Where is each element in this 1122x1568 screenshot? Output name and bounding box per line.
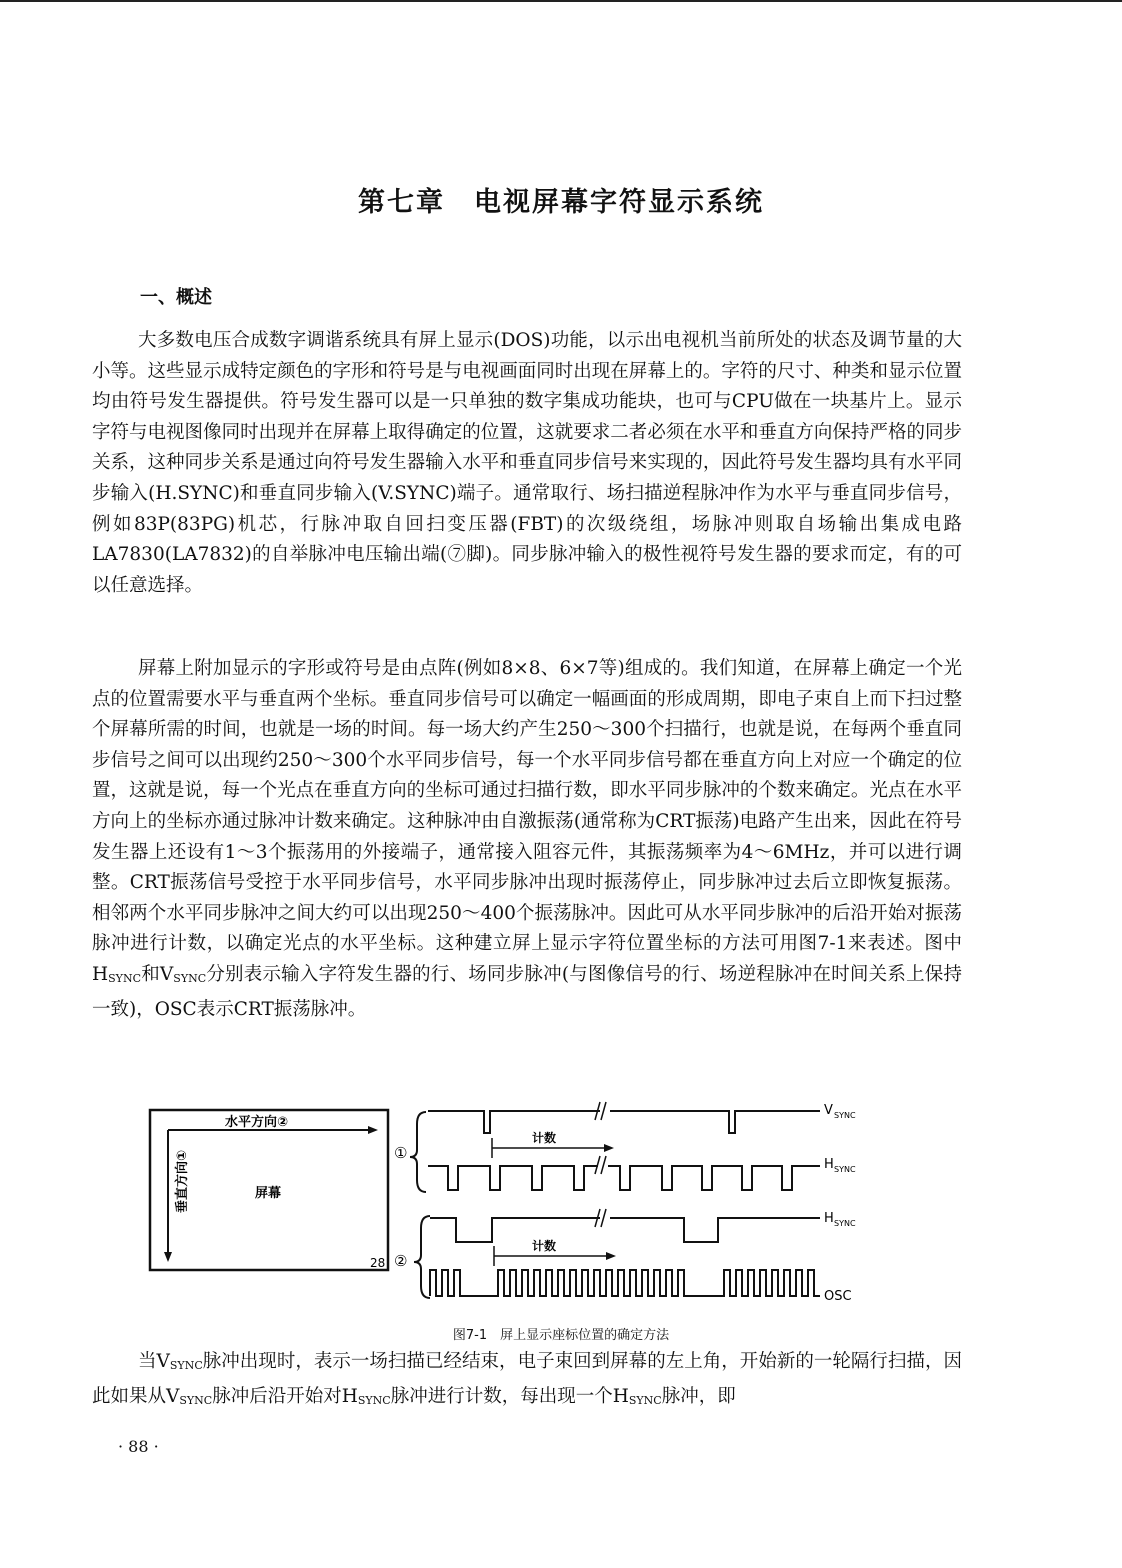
- chapter-title: 第七章 电视屏幕字符显示系统: [358, 187, 764, 218]
- screen-label: 屏幕: [255, 1186, 282, 1201]
- paragraph-2-text-b: 和V: [140, 963, 174, 985]
- page-number: · 88 ·: [118, 1437, 159, 1456]
- paragraph-2-text-c: 分别表示输入字符发生器的行、场同步脉冲(与图像信号的行、场逆程脉冲在时间关系上保持一致)，OSC表示CRT振荡脉冲。: [92, 963, 962, 1020]
- figure-caption: 图7-1 屏上显示座标位置的确定方法: [452, 1328, 670, 1343]
- hsync-label-2-sub: SYNC: [834, 1219, 856, 1228]
- hsync-waveform-2b: [610, 1218, 820, 1242]
- horizontal-direction-label: 水平方向②: [225, 1115, 289, 1130]
- page-top-border: [0, 0, 1122, 2]
- count-label-2: 计数: [532, 1239, 557, 1253]
- paragraph-1: 大多数电压合成数字调谐系统具有屏上显示(DOS)功能，以示出电视机当前所处的状态及调节量的大小等。这些显示成特定颜色的字形和符号是与电视画面同时出现在屏幕上的。字符的尺寸、种类和显示位置均由符号发生器提供。符号发生器可以是一只单独的数字集成功能块，也可与CPU做在一块基片上。显示字符与电视图像同时出现并在屏幕上取得确定的位置，这就要求二者必须在水平和垂直方向保持严格的同步关系，这种同步关系是通过向符号发生器输入水平和垂直同步信号来实现的，因此符号发生器均具有水平同步输入(H.SYNC)和垂直同步输入(V.SYNC)端子。通常取行、场扫描逆程脉冲作为水平与垂直同步信号，例如83P(83PG)机芯，行脉冲取自回扫变压器(FBT)的次级绕组，场脉冲则取自场输出集成电路LA7830(LA7832)的自举脉冲电压输出端(⑦脚)。同步脉冲输入的极性视符号发生器的要求而定，有的可以任意选择。: [92, 330, 962, 596]
- screen-diagram: [150, 1110, 388, 1270]
- paragraph-2-text-a: 屏幕上附加显示的字形或符号是由点阵(例如8×8、6×7等)组成的。我们知道，在屏幕上确定一个光点的位置需要水平与垂直两个坐标。垂直同步信号可以确定一幅画面的形成周期，即电子束自上而下扫过整个屏幕所需的时间，也就是一场的时间。每一场大约产生250～300个扫描行，也就是说，在每两个垂直同步信号之间可以出现约250～300个水平同步信号，每一个水平同步信号都在垂直方向上对应一个确定的位置，这就是说，每一个光点在垂直方向的坐标可通过扫描行数，即水平同步脉冲的个数来确定。光点在水平方向上的坐标亦通过脉冲计数来确定。这种脉冲由自激振荡(通常称为CRT振荡)电路产生出来，因此在符号发生器上还设有1～3个振荡用的外接端子，通常接入阻容元件，其振荡频率为4～6MHz，并可以进行调整。CRT振荡信号受控于水平同步信号，水平同步脉冲出现时振荡停止，同步脉冲过去后立即恢复振荡。相邻两个水平同步脉冲之间大约可以出现250～400个振荡脉冲。因此可从水平同步脉冲的后沿开始对振荡脉冲进行计数，以确定光点的水平坐标。这种建立屏上显示字符位置坐标的方法可用图7-1来表述。图中H: [92, 658, 962, 985]
- osc-label: OSC: [824, 1289, 852, 1304]
- hsync-waveform-1b: [608, 1166, 820, 1190]
- paragraph-2: [92, 654, 962, 1025]
- vsync-label: V: [824, 1103, 833, 1118]
- osc-waveform: [430, 1270, 820, 1296]
- hsync-label-2: H: [824, 1211, 834, 1226]
- section-heading: 一、概述: [140, 287, 212, 308]
- hsync-label-1: H: [824, 1157, 834, 1172]
- paragraph-3-text-e: 脉冲，即: [661, 1385, 736, 1407]
- count-label-1: 计数: [532, 1131, 557, 1145]
- vertical-direction-label: 垂直方向①: [175, 1150, 190, 1214]
- group-marker-2: ②: [394, 1252, 408, 1270]
- paragraph-3-text-c: 脉冲后沿开始对H: [212, 1385, 358, 1407]
- paragraph-3-subscript-3: SYNC: [357, 1393, 391, 1407]
- vsync-waveform: [428, 1111, 600, 1133]
- hsync-label-1-sub: SYNC: [834, 1165, 856, 1174]
- paragraph-3-text-a: 当V: [138, 1351, 170, 1372]
- paragraph-3-text-d: 脉冲进行计数，每出现一个H: [390, 1385, 629, 1407]
- hsync-waveform-1: [428, 1166, 598, 1190]
- paragraph-3: [92, 1347, 962, 1416]
- paragraph-3-text-b: 脉冲出现时，表示一场扫描已经结束，电子束回到屏幕的左上角，开始新的一轮隔行扫描，因此如果从V: [92, 1351, 962, 1407]
- paragraph-2-subscript-2: SYNC: [173, 971, 207, 985]
- figure-7-1: [140, 1090, 880, 1315]
- vsync-label-sub: SYNC: [834, 1111, 856, 1120]
- paragraph-3-subscript-4: SYNC: [628, 1393, 662, 1407]
- vsync-waveform-b: [610, 1111, 820, 1133]
- corner-number: 28: [370, 1256, 386, 1270]
- brace-2: [414, 1216, 430, 1298]
- paragraph-2-subscript-1: SYNC: [108, 971, 141, 985]
- brace-1: [410, 1112, 426, 1192]
- hsync-waveform-2: [430, 1218, 600, 1242]
- paragraph-3-subscript-2: SYNC: [179, 1393, 213, 1407]
- group-marker-1: ①: [394, 1144, 408, 1162]
- paragraph-3-subscript-1: SYNC: [169, 1359, 203, 1372]
